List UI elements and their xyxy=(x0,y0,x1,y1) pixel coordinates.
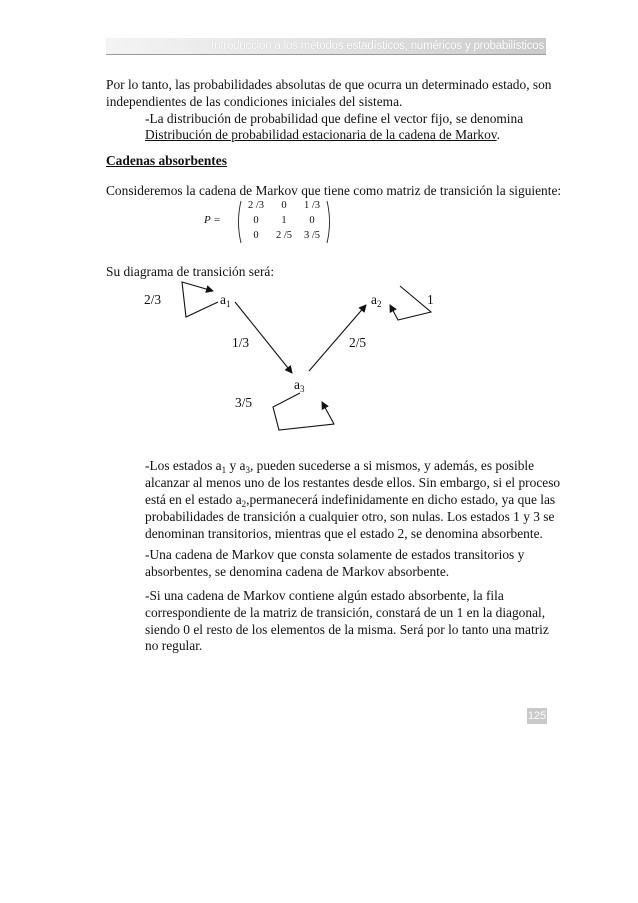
section-title: Cadenas absorbentes xyxy=(106,153,227,168)
para1-l1-sub2: 3 xyxy=(245,465,250,475)
node-a3-base: a xyxy=(294,377,300,392)
diagram-intro: Su diagrama de transición será: xyxy=(106,264,275,279)
matrix-cell-3-3: 3 /5 xyxy=(303,230,321,241)
matrix-cell-2-2: 1 xyxy=(281,215,287,226)
page-number: 125 xyxy=(527,710,547,722)
p-a1-a3-label: 1/3 xyxy=(232,335,250,350)
para2-line-1: -Una cadena de Markov que consta solamente de estados transitorios y xyxy=(145,547,525,562)
para1-l1-mid: y a xyxy=(226,458,246,473)
matrix-cell-2-1: 0 xyxy=(253,215,259,226)
matrix-cell-2-3: 0 xyxy=(309,215,315,226)
para1-l3-sub: 2 xyxy=(241,499,247,509)
para1-l1-post: , pueden sucederse a si mismos, y además, es posible xyxy=(249,458,535,473)
para2-line-2: absorbentes, se denomina cadena de Markov absorbente. xyxy=(145,564,450,579)
matrix-cell-1-2: 0 xyxy=(281,200,287,211)
a3-self-loop-arrow xyxy=(273,393,334,430)
para1-line-4: probabilidades de transición a cualquier otro, son nulas. Los estados 1 y 3 se xyxy=(145,509,555,524)
p-a3-a2-label: 2/5 xyxy=(349,335,367,350)
matrix-cell-3-2: 2 /5 xyxy=(275,230,293,241)
para3-line-4: no regular. xyxy=(145,638,203,653)
intro-line-3: -La distribución de probabilidad que define el vector fijo, se denomina xyxy=(145,111,524,126)
matrix-cell-1-3: 1 /3 xyxy=(303,200,321,211)
matrix-cell-1-1: 2 /3 xyxy=(247,200,265,211)
a2-self-loop-arrow xyxy=(390,286,431,320)
para1-line-2: alcanzar al menos uno de los restantes desde ellos. Sin embargo, si el proceso xyxy=(145,475,561,490)
intro-line-1: Por lo tanto, las probabilidades absolutas de que ocurra un determinado estado, son xyxy=(106,77,552,92)
matrix-label: P = xyxy=(204,214,221,226)
para3-line-2: correspondiente de la matriz de transición, constará de un 1 en la diagonal, xyxy=(145,605,546,620)
node-a2-sub: 2 xyxy=(376,299,382,309)
p-a1-self-label: 2/3 xyxy=(144,292,162,307)
matrix-cell-3-1: 0 xyxy=(253,230,259,241)
p-a3-self-label: 3/5 xyxy=(235,395,253,410)
node-a2 xyxy=(371,292,381,309)
para1-l1-pre: -Los estados a xyxy=(145,458,222,473)
node-a3-sub: 3 xyxy=(299,384,305,394)
p-a2-self-label: 1 xyxy=(427,292,434,307)
para1-l3-post: ,permanecerá indefinidamente en dicho estado, ya que las xyxy=(246,492,556,507)
node-a1-sub: 1 xyxy=(225,299,231,309)
consider-text: Consideremos la cadena de Markov que tiene como matriz de transición la siguiente: xyxy=(106,183,562,198)
para3-line-1: -Si una cadena de Markov contiene algún estado absorbente, la fila xyxy=(145,588,504,603)
para1-l1-sub1: 1 xyxy=(221,465,227,475)
para1-line-5: denominan transitorios, mientras que el estado 2, se denomina absorbente. xyxy=(145,526,543,541)
running-header: Introducción a los métodos estadísticos, numéricos y probabilísticos xyxy=(211,40,544,52)
para3-line-3: siendo 0 el resto de los elementos de la misma. Será por lo tanto una matriz xyxy=(145,622,549,637)
node-a3 xyxy=(294,377,304,394)
stationary-distribution-term: Distribución de probabilidad estacionaria de la cadena de Markov xyxy=(145,127,497,142)
node-a1 xyxy=(220,292,230,309)
intro-line-4-end: . xyxy=(496,127,500,142)
node-a1-base: a xyxy=(220,292,226,307)
para1-l3-pre: está en el estado a xyxy=(145,492,242,507)
intro-line-2: independientes de las condiciones iniciales del sistema. xyxy=(106,94,403,109)
node-a2-base: a xyxy=(371,292,377,307)
a1-self-loop-arrow xyxy=(182,282,218,317)
